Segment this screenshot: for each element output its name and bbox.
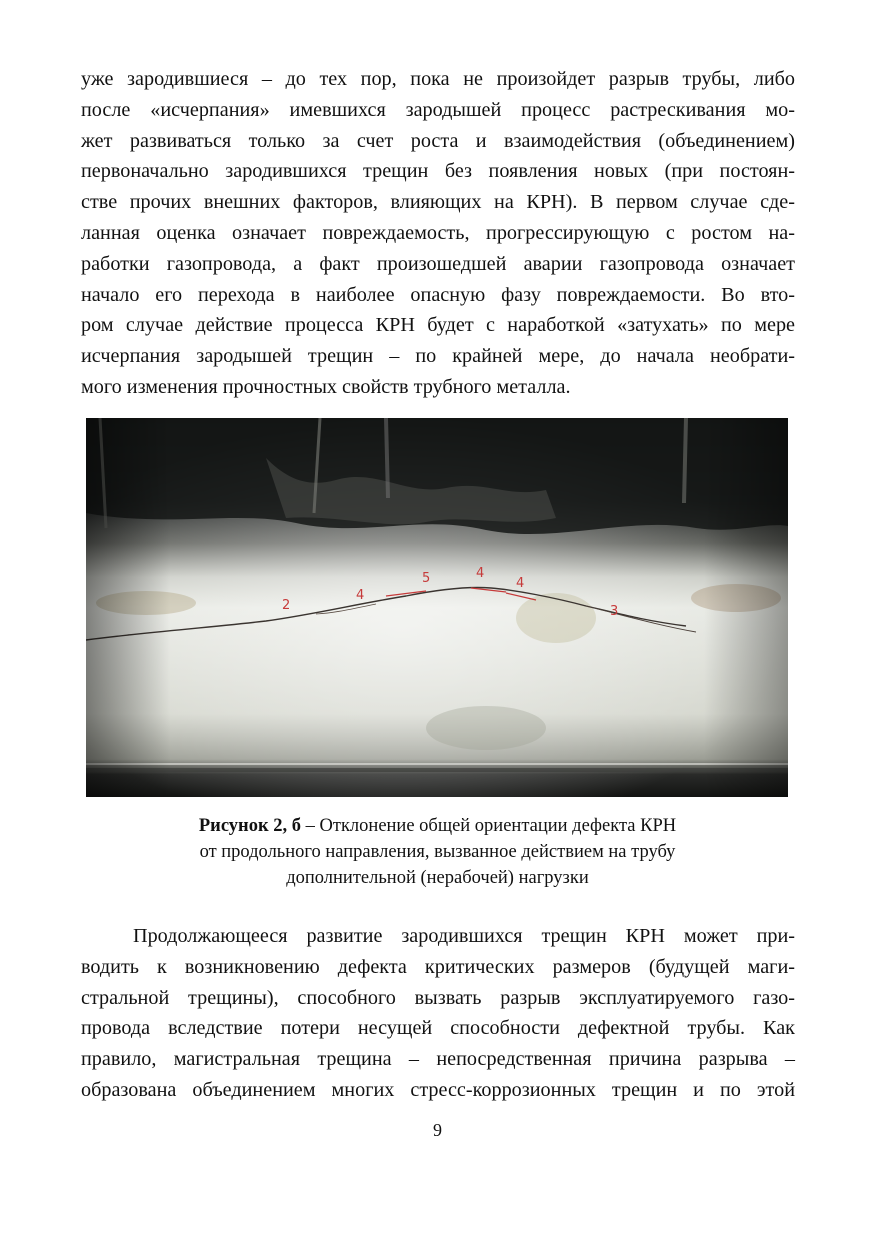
paragraph-1: [81, 64, 795, 403]
text-line: правило, магистральная трещина – непосредственная причина разрыва –: [81, 1048, 795, 1071]
text-line: после «исчерпания» имевшихся зародышей процесс растрескивания мо-: [81, 98, 795, 121]
figure-photo-pipe-crack: [86, 418, 788, 797]
text-line: начало его перехода в наиболее опасную фазу повреждаемости. Во вто-: [81, 283, 795, 306]
paragraph-2: [81, 921, 795, 1106]
figure-caption: [120, 813, 755, 891]
text-line: ланная оценка означает повреждаемость, прогрессирующую с ростом на-: [81, 221, 795, 244]
text-line: водить к возникновению дефекта критических размеров (будущей маги-: [81, 955, 795, 978]
caption-text: дополнительной (нерабочей) нагрузки: [286, 868, 589, 888]
caption-text: – Отклонение общей ориентации дефекта КРН: [301, 816, 677, 836]
text-line: исчерпания зародышей трещин – по крайней мере, до начала необрати-: [81, 345, 795, 368]
text-line: стве прочих внешних факторов, влияющих на КРН). В первом случае сде-: [81, 191, 795, 214]
text-line: провода вследствие потери несущей способности дефектной трубы. Как: [81, 1017, 795, 1040]
page-number: 9: [433, 1120, 442, 1140]
text-line: стральной трещины), способного вызвать разрыв эксплуатируемого газо-: [81, 986, 795, 1009]
text-line: уже зародившиеся – до тех пор, пока не произойдет разрыв трубы, либо: [81, 68, 795, 90]
text-line: ром случае действие процесса КРН будет с наработкой «затухать» по мере: [81, 314, 795, 337]
caption-label: Рисунок 2, б: [198, 816, 301, 836]
text-line: жет развиваться только за счет роста и взаимодействия (объединением): [81, 129, 795, 152]
text-line: Продолжающееся развитие зародившихся трещин КРН может при-: [133, 925, 795, 947]
text-line: первоначально зародившихся трещин без появления новых (при постоян-: [81, 160, 795, 183]
text-line: мого изменения прочностных свойств трубного металла.: [81, 375, 571, 398]
text-line: работки газопровода, а факт произошедшей аварии газопровода означает: [81, 252, 795, 275]
text-line: образована объединением многих стресс-коррозионных трещин и по этой: [81, 1078, 795, 1101]
caption-text: от продольного направления, вызванное действием на трубу: [199, 842, 676, 862]
pipe-surface-image: [86, 418, 788, 797]
